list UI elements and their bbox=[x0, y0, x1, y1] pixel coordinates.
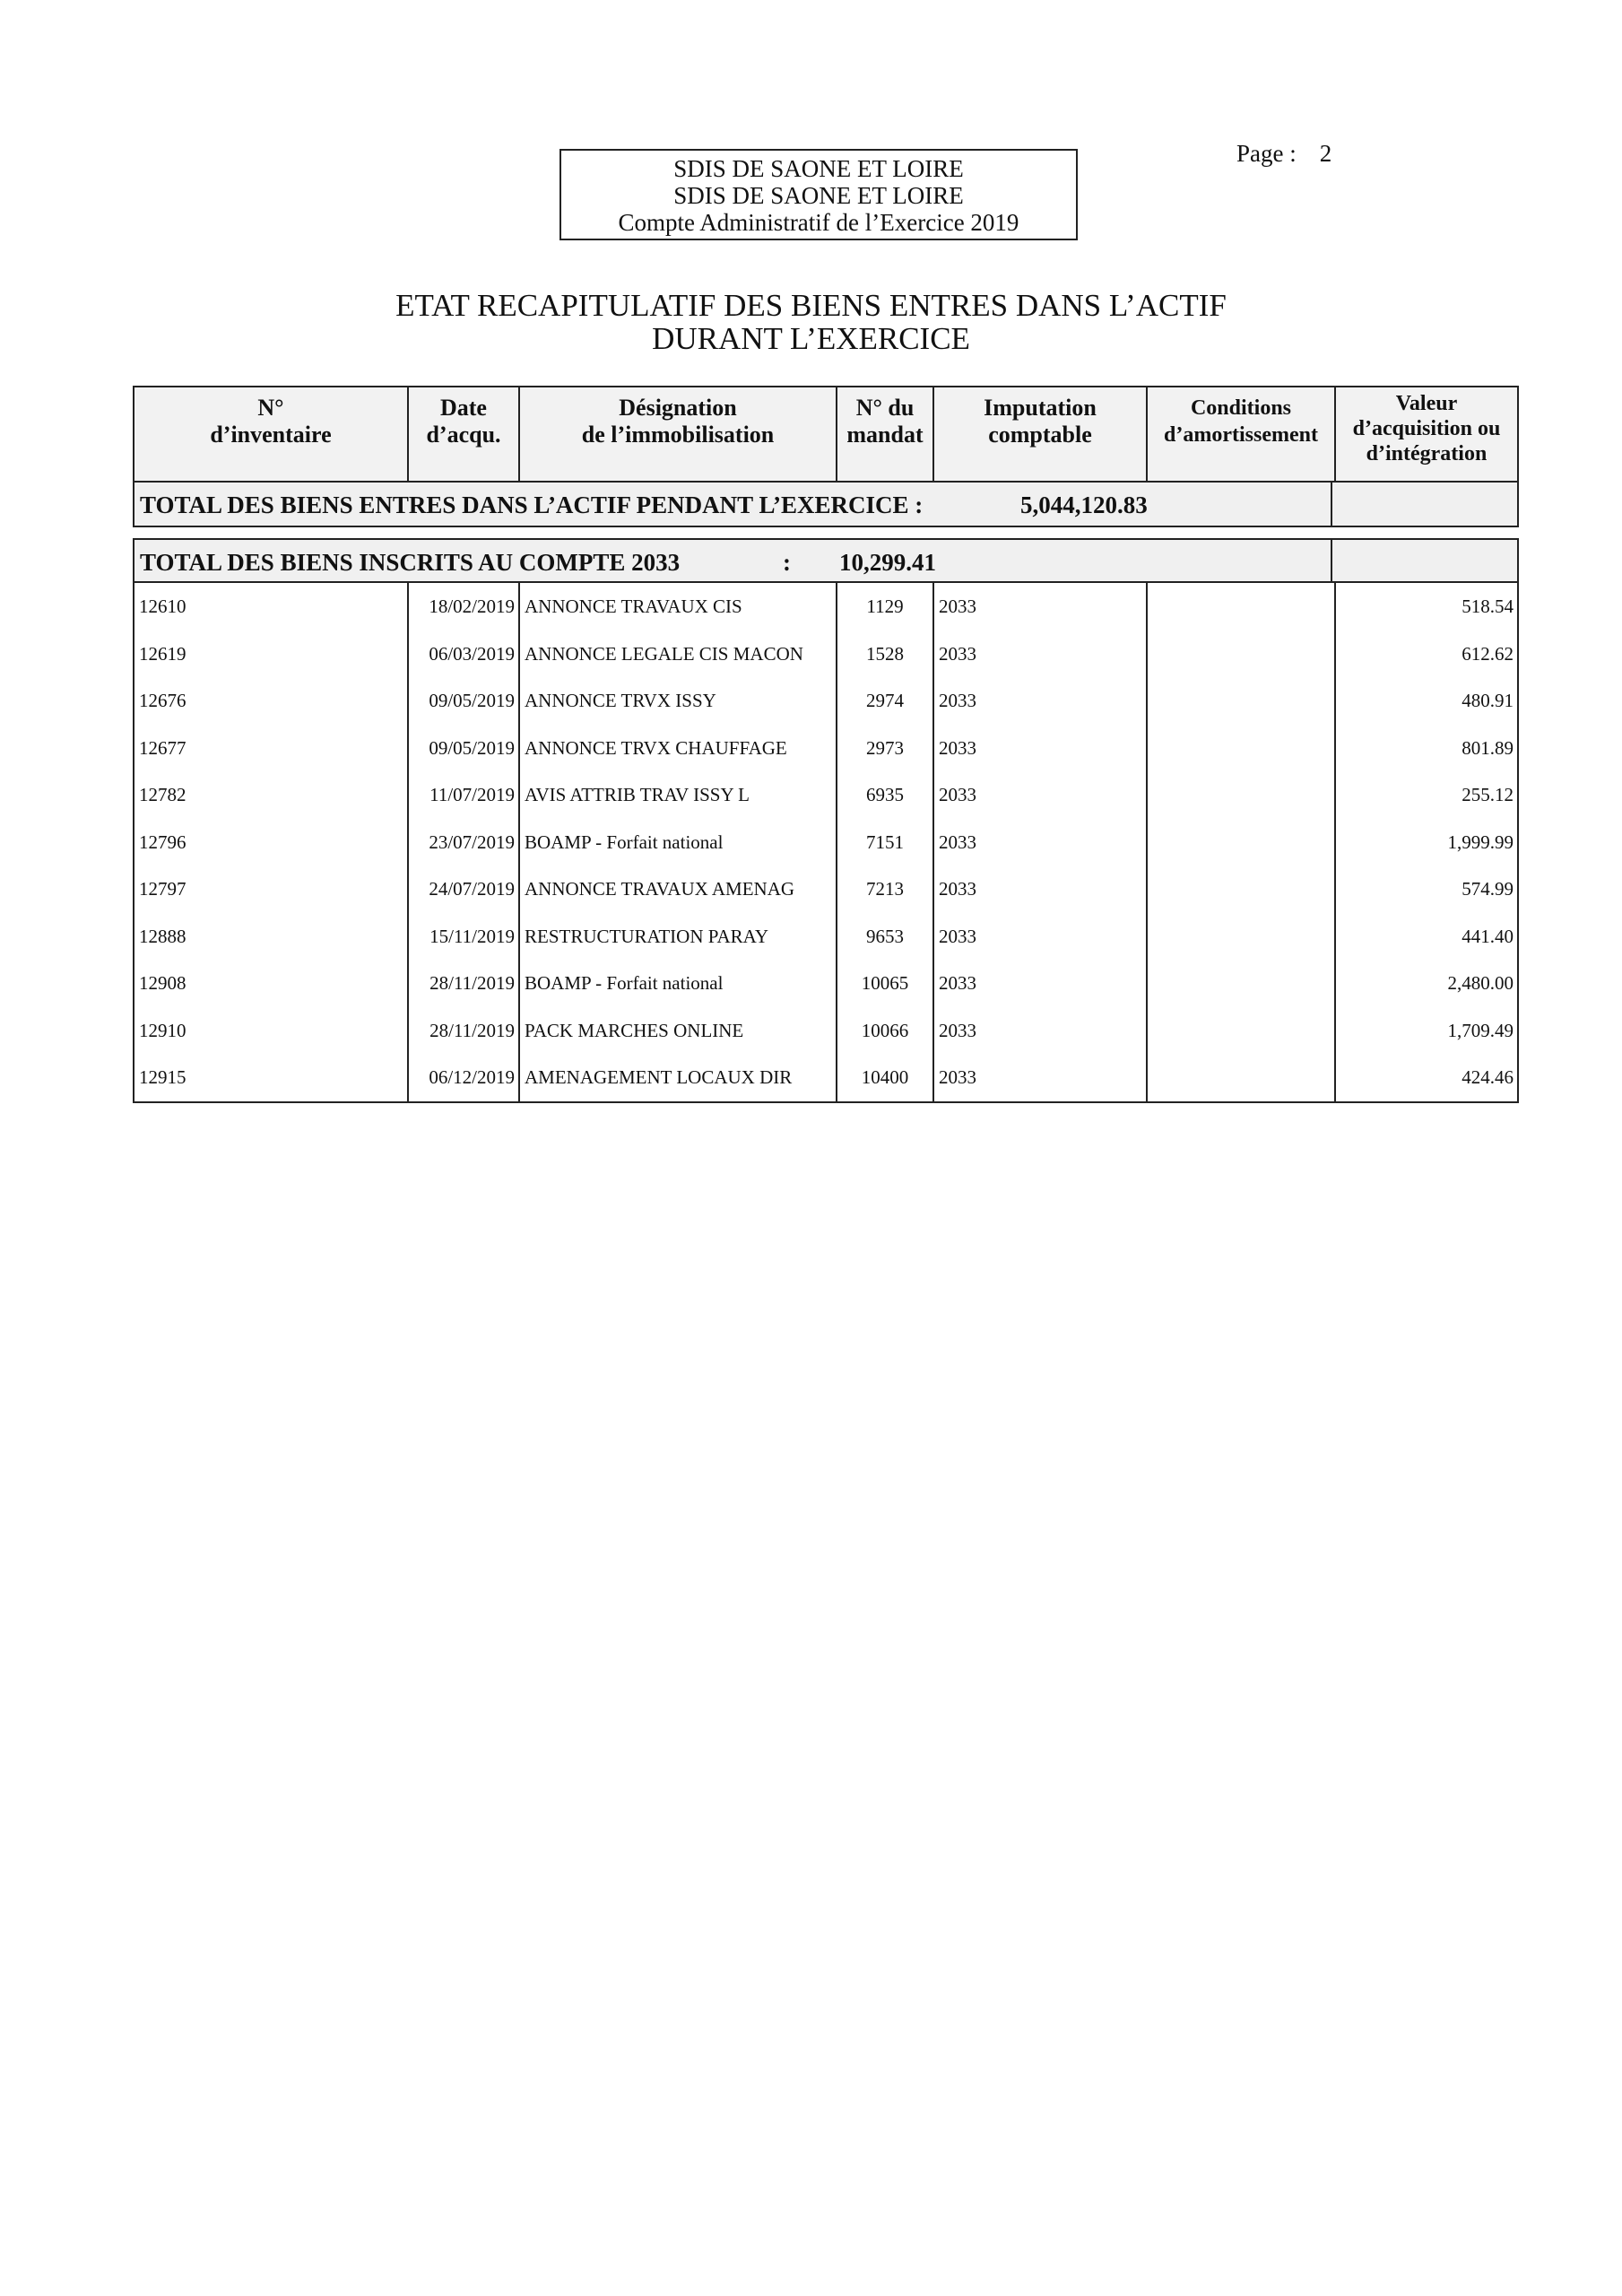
cell-date: 06/12/2019 bbox=[409, 1054, 520, 1101]
cell-conditions bbox=[1148, 677, 1336, 725]
cell-designation: RESTRUCTURATION PARAY bbox=[520, 913, 837, 961]
cell-imputation: 2033 bbox=[934, 819, 1148, 866]
cell-designation: AMENAGEMENT LOCAUX DIR bbox=[520, 1054, 837, 1101]
col-header-designation: Désignation de l’immobilisation bbox=[520, 387, 837, 481]
cell-date: 28/11/2019 bbox=[409, 1007, 520, 1055]
total-exercice-row bbox=[133, 483, 1519, 527]
col-header-mandat: N° du mandat bbox=[837, 387, 934, 481]
cell-imputation: 2033 bbox=[934, 1007, 1148, 1055]
total-compte-colon: : bbox=[783, 549, 791, 576]
cell-mandat: 10066 bbox=[837, 1007, 934, 1055]
cell-valeur: 2,480.00 bbox=[1447, 972, 1514, 994]
cell-conditions bbox=[1148, 631, 1336, 678]
total-compte-value: 10,299.41 bbox=[839, 549, 936, 576]
total-compte-label: TOTAL DES BIENS INSCRITS AU COMPTE 2033 bbox=[140, 549, 681, 576]
cell-imputation: 2033 bbox=[934, 583, 1148, 631]
header-subtitle: Compte Administratif de l’Exercice 2019 bbox=[618, 209, 1019, 236]
cell-inventaire: 12782 bbox=[134, 771, 409, 819]
cell-mandat: 2973 bbox=[837, 725, 934, 772]
table-row bbox=[134, 819, 1517, 866]
table-header bbox=[133, 386, 1519, 483]
cell-inventaire: 12796 bbox=[134, 819, 409, 866]
total-row-divider bbox=[1331, 540, 1332, 581]
cell-valeur: 612.62 bbox=[1462, 642, 1514, 665]
col-header-valeur: Valeur d’acquisition ou d’intégration bbox=[1352, 392, 1501, 465]
cell-imputation: 2033 bbox=[934, 865, 1148, 913]
table-gap bbox=[133, 527, 1519, 538]
cell-date: 23/07/2019 bbox=[409, 819, 520, 866]
cell-valeur: 801.89 bbox=[1462, 736, 1514, 759]
cell-mandat: 7213 bbox=[837, 865, 934, 913]
cell-inventaire: 12908 bbox=[134, 960, 409, 1007]
cell-inventaire: 12619 bbox=[134, 631, 409, 678]
cell-imputation: 2033 bbox=[934, 1054, 1148, 1101]
cell-imputation: 2033 bbox=[934, 677, 1148, 725]
table-row bbox=[134, 1054, 1517, 1101]
col-header-imputation: Imputation comptable bbox=[934, 387, 1148, 481]
cell-inventaire: 12610 bbox=[134, 583, 409, 631]
cell-mandat: 7151 bbox=[837, 819, 934, 866]
cell-designation: BOAMP - Forfait national bbox=[520, 819, 837, 866]
table-row bbox=[134, 631, 1517, 678]
total-compte-row bbox=[133, 538, 1519, 583]
header-organisation-secondary: SDIS DE SAONE ET LOIRE bbox=[673, 182, 964, 209]
cell-date: 18/02/2019 bbox=[409, 583, 520, 631]
cell-inventaire: 12677 bbox=[134, 725, 409, 772]
title-line-1: ETAT RECAPITULATIF DES BIENS ENTRES DANS L’ACTIF bbox=[395, 288, 1227, 323]
col-header-inventaire: N° d’inventaire bbox=[134, 387, 409, 481]
document-title bbox=[0, 289, 1622, 355]
table-row bbox=[134, 1007, 1517, 1055]
cell-conditions bbox=[1148, 771, 1336, 819]
total-exercice-value: 5,044,120.83 bbox=[1020, 491, 1148, 518]
cell-date: 09/05/2019 bbox=[409, 677, 520, 725]
cell-inventaire: 12888 bbox=[134, 913, 409, 961]
cell-imputation: 2033 bbox=[934, 960, 1148, 1007]
cell-mandat: 10065 bbox=[837, 960, 934, 1007]
cell-designation: ANNONCE TRVX ISSY bbox=[520, 677, 837, 725]
page-indicator bbox=[1236, 140, 1331, 168]
cell-conditions bbox=[1148, 1007, 1336, 1055]
cell-date: 24/07/2019 bbox=[409, 865, 520, 913]
cell-conditions bbox=[1148, 819, 1336, 866]
cell-designation: PACK MARCHES ONLINE bbox=[520, 1007, 837, 1055]
cell-mandat: 2974 bbox=[837, 677, 934, 725]
cell-conditions bbox=[1148, 913, 1336, 961]
table-row bbox=[134, 677, 1517, 725]
page-label: Page : bbox=[1236, 140, 1297, 167]
cell-valeur: 441.40 bbox=[1462, 925, 1514, 947]
table-body bbox=[133, 583, 1519, 1103]
cell-designation: BOAMP - Forfait national bbox=[520, 960, 837, 1007]
page-number: 2 bbox=[1319, 140, 1332, 167]
cell-imputation: 2033 bbox=[934, 725, 1148, 772]
cell-date: 09/05/2019 bbox=[409, 725, 520, 772]
cell-inventaire: 12915 bbox=[134, 1054, 409, 1101]
cell-mandat: 6935 bbox=[837, 771, 934, 819]
cell-valeur: 255.12 bbox=[1462, 784, 1514, 805]
cell-inventaire: 12910 bbox=[134, 1007, 409, 1055]
table-row bbox=[134, 583, 1517, 631]
cell-conditions bbox=[1148, 865, 1336, 913]
cell-date: 15/11/2019 bbox=[409, 913, 520, 961]
cell-valeur: 480.91 bbox=[1462, 690, 1514, 711]
cell-valeur: 518.54 bbox=[1462, 596, 1514, 617]
cell-designation: AVIS ATTRIB TRAV ISSY L bbox=[520, 771, 837, 819]
assets-table bbox=[133, 386, 1519, 1103]
cell-imputation: 2033 bbox=[934, 631, 1148, 678]
cell-inventaire: 12797 bbox=[134, 865, 409, 913]
cell-conditions bbox=[1148, 725, 1336, 772]
table-row bbox=[134, 960, 1517, 1007]
cell-valeur: 424.46 bbox=[1462, 1066, 1514, 1088]
table-row bbox=[134, 913, 1517, 961]
cell-inventaire: 12676 bbox=[134, 677, 409, 725]
cell-date: 06/03/2019 bbox=[409, 631, 520, 678]
cell-date: 11/07/2019 bbox=[409, 771, 520, 819]
cell-imputation: 2033 bbox=[934, 913, 1148, 961]
document-header-box bbox=[559, 149, 1078, 240]
table-row bbox=[134, 865, 1517, 913]
cell-mandat: 10400 bbox=[837, 1054, 934, 1101]
total-row-divider bbox=[1331, 483, 1332, 526]
cell-designation: ANNONCE TRVX CHAUFFAGE bbox=[520, 725, 837, 772]
col-header-conditions: Conditions d’amortissement bbox=[1148, 387, 1336, 481]
cell-conditions bbox=[1148, 583, 1336, 631]
cell-valeur: 1,999.99 bbox=[1447, 831, 1514, 853]
total-exercice-label: TOTAL DES BIENS ENTRES DANS L’ACTIF PENDANT L’EXERCICE : bbox=[140, 491, 924, 518]
table-row bbox=[134, 725, 1517, 772]
cell-mandat: 1129 bbox=[837, 583, 934, 631]
cell-mandat: 9653 bbox=[837, 913, 934, 961]
cell-conditions bbox=[1148, 960, 1336, 1007]
cell-valeur: 1,709.49 bbox=[1447, 1019, 1514, 1041]
title-line-2: DURANT L’EXERCICE bbox=[652, 321, 970, 356]
table-row bbox=[134, 771, 1517, 819]
cell-designation: ANNONCE TRAVAUX AMENAG bbox=[520, 865, 837, 913]
header-organisation: SDIS DE SAONE ET LOIRE bbox=[673, 155, 964, 182]
cell-imputation: 2033 bbox=[934, 771, 1148, 819]
cell-designation: ANNONCE LEGALE CIS MACON bbox=[520, 631, 837, 678]
cell-date: 28/11/2019 bbox=[409, 960, 520, 1007]
cell-mandat: 1528 bbox=[837, 631, 934, 678]
col-header-date: Date d’acqu. bbox=[409, 387, 520, 481]
cell-designation: ANNONCE TRAVAUX CIS bbox=[520, 583, 837, 631]
cell-valeur: 574.99 bbox=[1462, 878, 1514, 900]
cell-conditions bbox=[1148, 1054, 1336, 1101]
